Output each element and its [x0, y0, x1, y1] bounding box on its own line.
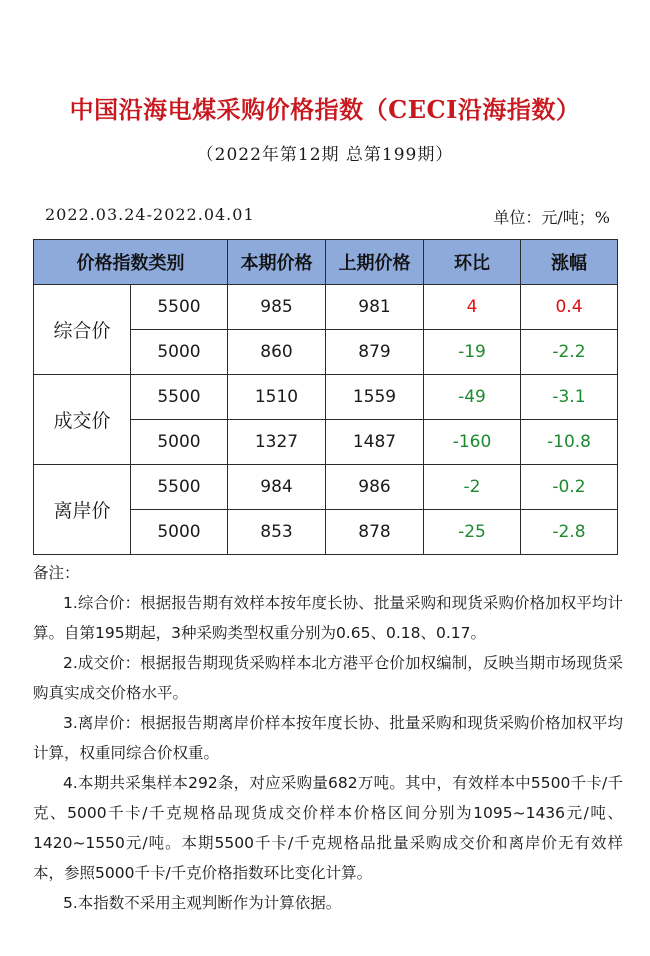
pct-cell: -3.1	[521, 375, 618, 420]
previous-cell: 1559	[326, 375, 424, 420]
change-cell: -25	[424, 510, 521, 555]
header-pct: 涨幅	[521, 240, 618, 285]
spec-cell: 5500	[131, 375, 228, 420]
unit-label: 单位：元/吨；%	[493, 208, 610, 227]
previous-cell: 986	[326, 465, 424, 510]
change-cell: -19	[424, 330, 521, 375]
pct-cell: -0.2	[521, 465, 618, 510]
note-item: 2.成交价：根据报告期现货采购样本北方港平仓价加权编制，反映当期市场现货采购真实成交价格水平。	[33, 654, 623, 702]
header-current: 本期价格	[228, 240, 326, 285]
previous-cell: 879	[326, 330, 424, 375]
note-item: 1.综合价：根据报告期有效样本按年度长协、批量采购和现货采购价格加权平均计算。自第195期起，3种采购类型权重分别为0.65、0.18、0.17。	[33, 594, 623, 642]
change-cell: -49	[424, 375, 521, 420]
table-row	[34, 375, 618, 420]
current-cell: 984	[228, 465, 326, 510]
change-cell: -160	[424, 420, 521, 465]
pct-cell: -2.8	[521, 510, 618, 555]
pct-cell: -10.8	[521, 420, 618, 465]
spec-cell: 5000	[131, 330, 228, 375]
spec-cell: 5500	[131, 285, 228, 330]
change-cell: 4	[424, 285, 521, 330]
spec-cell: 5500	[131, 465, 228, 510]
spec-cell: 5000	[131, 420, 228, 465]
pct-cell: 0.4	[521, 285, 618, 330]
date-range: 2022.03.24-2022.04.01	[45, 205, 255, 224]
header-category: 价格指数类别	[34, 240, 228, 285]
note-item: 3.离岸价：根据报告期离岸价样本按年度长协、批量采购和现货采购价格加权平均计算，权重同综合价权重。	[33, 714, 623, 762]
current-cell: 1510	[228, 375, 326, 420]
category-cell: 综合价	[34, 285, 131, 375]
pct-cell: -2.2	[521, 330, 618, 375]
table-row	[34, 465, 618, 510]
spec-cell: 5000	[131, 510, 228, 555]
header-previous: 上期价格	[326, 240, 424, 285]
issue-subtitle: （2022年第12期 总第199期）	[196, 145, 454, 165]
notes-section	[33, 558, 623, 918]
current-cell: 1327	[228, 420, 326, 465]
category-cell: 离岸价	[34, 465, 131, 555]
current-cell: 853	[228, 510, 326, 555]
change-cell: -2	[424, 465, 521, 510]
table-row	[34, 285, 618, 330]
current-cell: 860	[228, 330, 326, 375]
previous-cell: 878	[326, 510, 424, 555]
current-cell: 985	[228, 285, 326, 330]
table-header-row	[34, 240, 618, 285]
price-index-table	[33, 239, 618, 555]
note-item: 5.本指数不采用主观判断作为计算依据。	[63, 894, 342, 912]
note-item: 4.本期共采集样本292条，对应采购量682万吨。其中，有效样本中5500千卡/千克、5000千卡/千克规格品现货成交价样本价格区间分别为1095~1436元/吨、1420~1550元/吨。本期5500千卡/千克规格品批量采购成交价和离岸价无有效样本，参照5000千卡/千克价格指数环比变化计算。	[33, 774, 623, 882]
page-title: 中国沿海电煤采购价格指数（CECI沿海指数）	[69, 95, 581, 124]
category-cell: 成交价	[34, 375, 131, 465]
header-change: 环比	[424, 240, 521, 285]
notes-heading: 备注：	[33, 564, 80, 582]
previous-cell: 981	[326, 285, 424, 330]
previous-cell: 1487	[326, 420, 424, 465]
